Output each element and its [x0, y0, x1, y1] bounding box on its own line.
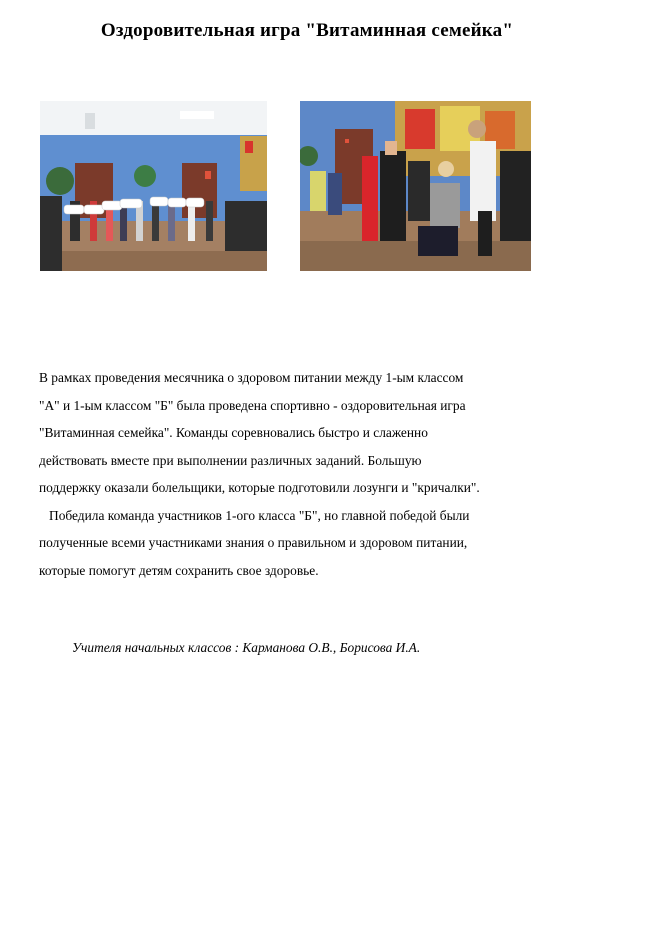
body-text	[39, 364, 584, 584]
body-line: "Витаминная семейка". Команды соревновались быстро и слаженно	[39, 425, 428, 440]
photo-teams-with-banners	[40, 101, 267, 271]
body-line: Победила команда участников 1-ого класса "Б", но главной победой были	[39, 507, 470, 523]
body-line: поддержку оказали болельщики, которые подготовили лозунги и "кричалки".	[39, 480, 480, 495]
body-line: "А" и 1-ым классом "Б" была проведена спортивно - оздоровительная игра	[39, 397, 466, 413]
photo-game-in-progress	[300, 101, 531, 271]
body-line: которые помогут детям сохранить свое здоровье.	[39, 562, 319, 578]
body-line: действовать вместе при выполнении различных заданий. Большую	[39, 452, 422, 468]
page-title: Оздоровительная игра "Витаминная семейка"	[100, 20, 514, 41]
body-line: В рамках проведения месячника о здоровом питании между 1-ым классом	[39, 370, 464, 385]
body-line: полученные всеми участниками знания о правильном и здоровом питании,	[39, 535, 468, 550]
signature: Учителя начальных классов : Карманова О.В., Борисова И.А.	[72, 640, 421, 655]
